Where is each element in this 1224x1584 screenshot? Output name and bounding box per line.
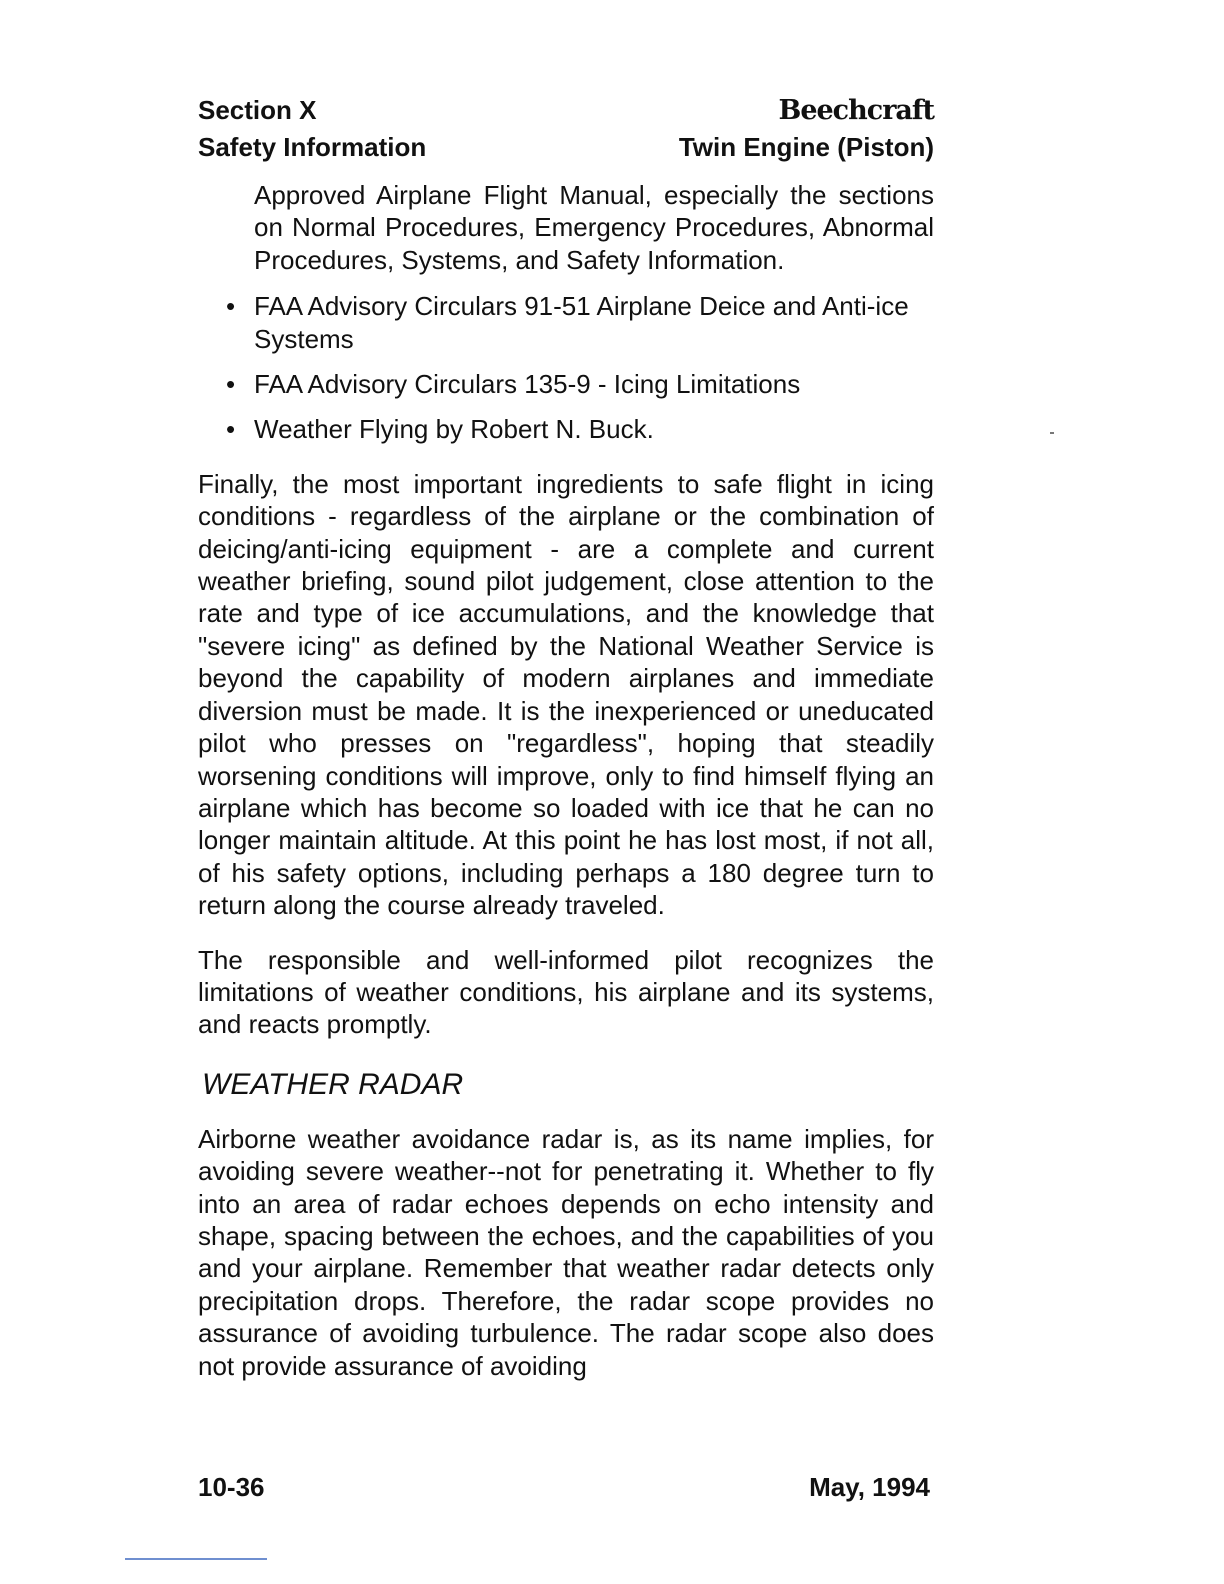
section-title: Safety Information [198,132,427,162]
reference-list [198,290,934,446]
header-row-1 [198,92,934,129]
list-item-text: FAA Advisory Circulars 91-51 Airplane Deice and Anti-ice Systems [254,291,909,354]
list-item [198,413,934,445]
list-item-text: FAA Advisory Circulars 135-9 - Icing Limitations [254,369,801,400]
list-item [198,368,934,400]
page-number: 10-36 [198,1472,265,1502]
section-label: Section X [198,95,317,125]
manual-page [198,92,934,1382]
bullet-icon: • [226,291,236,322]
paragraph-responsible-pilot: The responsible and well-informed pilot recognizes the limitations of weather conditions, his airplane and its systems, and reacts promptly. [198,944,934,1040]
scan-mark [1050,432,1054,434]
paragraph-weather-radar: Airborne weather avoidance radar is, as its name implies, for avoiding severe weather--not for penetrating it. Whether to fly into an area of radar echoes depends on echo intensity and shape, spacing between the echoes, and the capabilities of you and your airplane. Remember that weather radar detects only precipitation drops. Therefore, the radar scope provides no assurance of avoiding turbulence. The radar scope also does not provide assurance of avoiding [198,1123,934,1381]
brand-logo: Beechcraft [778,95,934,126]
list-item [198,290,934,355]
revision-date: May, 1994 [809,1472,930,1502]
page-footer [198,1470,930,1504]
footer-rule [125,1558,267,1560]
list-item-text: Weather Flying by Robert N. Buck. [254,414,654,445]
paragraph-icing: Finally, the most important ingredients to safe flight in icing conditions - regardless of the airplane or the combination of deicing/anti-icing equipment - are a complete and current weather briefing, sound pilot judgement, close attention to the rate and type of ice accumulations, and the knowledge that "severe icing" as defined by the National Weather Service is beyond the capability of modern airplanes and immediate diversion must be made. It is the inexperienced or uneducated pilot who presses on "regardless", hoping that steadily worsening conditions will improve, only to find himself flying an airplane which has become so loaded with ice that he can no longer maintain altitude. At this point he has lost most, if not all, of his safety options, including perhaps a 180 degree turn to return along the course already traveled. [198,468,934,921]
aircraft-model: Twin Engine (Piston) [678,132,934,162]
bullet-icon: • [226,414,236,445]
header-row-2 [198,129,934,165]
section-heading-weather-radar: WEATHER RADAR [202,1067,464,1101]
continuation-text: Approved Airplane Flight Manual, especially the sections on Normal Procedures, Emergency Procedures, Abnormal Procedures, Systems, and Safety Information. [254,180,934,275]
bullet-icon: • [226,369,236,400]
